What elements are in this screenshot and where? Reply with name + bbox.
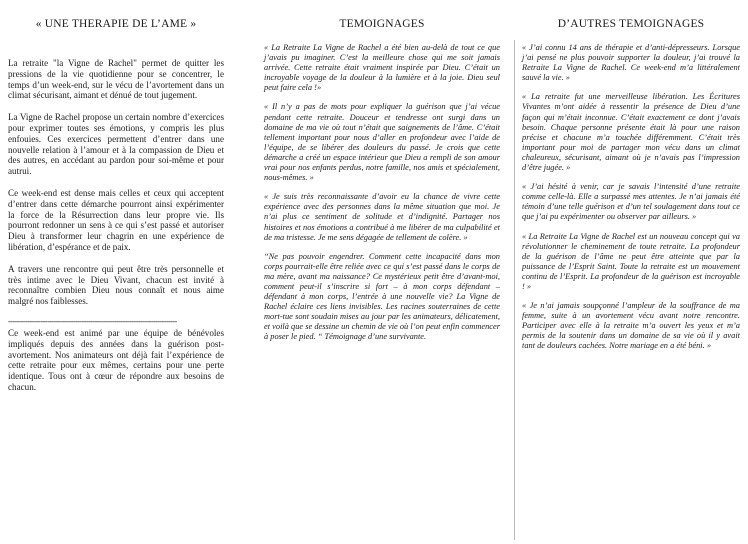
column-temoignages	[264, 0, 500, 352]
testimonial: « Je n’ai jamais soupçonné l’ampleur de la souffrance de ma femme, suite à un avortement vécu avant notre rencontre. Participer avec elle à la retraite m’a ouvert les yeux et m’a permis de la soutenir dans un domaine de sa vie où il y avait tant de douleurs cachées. Notre mariage en a été béni. »	[522, 301, 740, 351]
testimonial: « La Retraite La Vigne de Rachel est un nouveau concept qui va révolutionner le cheminement de toute retraite. La profondeur de la guérison de l’âme ne peut être atteinte que par la puissance de l’Esprit Saint. Toute la retraite est un mouvement continu de l’Esprit. La profondeur de la guérison est incroyable ! »	[522, 231, 740, 291]
testimonial: « Il n’y a pas de mots pour expliquer la guérison que j’ai vécue pendant cette retraite. Douceur et tendresse ont surgi dans un domaine de ma vie où tout n’était que saignements de l’âme. C’était tellement important pour nous d’aller en profondeur avec l’aide de l’équipe, de se libérer des douleurs du passé. Je crois que cette démarche a créé un espace intérieur que Dieu a rempli de son amour vrai pour nos enfants perdus, notre famille, nos amis et spécialement, nous-mêmes. »	[264, 102, 500, 183]
exercises-paragraph: La Vigne de Rachel propose un certain nombre d’exercices pour exprimer toutes ses émotions, y compris les plus enfouies. Ces exercices permettent d’entrer dans une nouvelle relation à l’amour et à la compassion de Dieu et des autres, en accédant au pardon pour soi-même et pour autrui.	[8, 112, 224, 177]
testimonial: “Ne pas pouvoir engendrer. Comment cette incapacité dans mon corps pourrait-elle être reliée avec ce qui s’est passé dans le corps de ma mère, avant ma naissance? Ce mystérieux petit être d’avant-moi, comment peut-il s’inscrire si fort – à mon corps défendant – défendant à mon corps, l’entrée à une nouvelle vie? La Vigne de Rachel éclaire ces liens invisibles. Les racines souterraines de cette mort-tue sont soudain mises au jour par les animateurs, délicatement, et voilà que se dessine un chemin de vie où l’on peut enfin commencer à poser le pied. “ Témoignage d’une survivante.	[264, 251, 500, 342]
column-therapie	[8, 0, 224, 404]
weekend-paragraph: Ce week-end est dense mais celles et ceux qui acceptent d’entrer dans cette démarche pourront ainsi expérimenter la force de la Résurrection dans leur propre vie. Ils pourront redonner un sens à ce qui s’est passé et autoriser Dieu à transformer leur chagrin en une expérience de libération, d’espérance et de paix.	[8, 187, 224, 252]
column-separator-line	[514, 40, 515, 540]
testimonial: « La retraite fut une merveilleuse libération. Les Écritures Vivantes m’ont aidée à ressentir la présence de Dieu d’une façon qui m’était inconnue. C’était exactement ce dont j’avais besoin. Chaque personne présente était là pour une raison précise et chacune m’a touchée différemment. C’était très important pour moi de partager mon vécu dans un climat chaleureux, sécurisant, aimant où je n’avais pas l’impression d’être jugée. »	[522, 92, 740, 173]
testimonial: « J’ai connu 14 ans de thérapie et d’anti-dépresseurs. Lorsque j’ai pensé ne plus pouvoir supporter la douleur, j’ai trouvé la Retraite La Vigne de Rachel. Ce week-end m’a littéralement sauvé la vie. »	[522, 43, 740, 83]
encounter-paragraph: A travers une rencontre qui peut être très personnelle et très intime avec le Dieu Vivant, chacun est invité à reconnaître combien Dieu nous connaît et nous aime malgré nos faiblesses.	[8, 263, 224, 307]
column-heading: D’AUTRES TEMOIGNAGES	[557, 18, 705, 30]
column-autres-temoignages	[522, 0, 740, 361]
column-heading: « UNE THERAPIE DE L’AME »	[35, 18, 197, 30]
team-paragraph: Ce week-end est animé par une équipe de bénévoles impliqués depuis des années dans la guérison post-avortement. Nos animateurs ont déjà fait l’expérience de cette retraite pour eux mêmes, certains pour une perte identique. Tous ont à cœur de répondre aux besoins de chacun.	[8, 327, 224, 392]
column-heading: TEMOIGNAGES	[339, 18, 425, 30]
dashed-divider: ------------------------------------------------------------------------------	[8, 317, 177, 326]
testimonial: « J’ai hésité à venir, car je savais l’intensité d’une retraite comme celle-là. Elle a surpassé mes attentes. Je n’ai jamais été témoin d’une telle guérison et d’un tel soulagement dans tout ce que j’ai pu expérimenter ou observer par ailleurs. »	[522, 182, 740, 222]
testimonial: « La Retraite La Vigne de Rachel a été bien au-delà de tout ce que j’avais pu imaginer. C’est la meilleure chose qui me soit jamais arrivée. Cette retraite était vraiment inspirée par Dieu. C’était un incroyable voyage de la douleur à la lumière et à la joie. Dieu seul peut faire cela !»	[264, 43, 500, 93]
testimonial: « Je suis très reconnaissante d’avoir eu la chance de vivre cette expérience avec des personnes dans la même situation que moi. Je n’ai plus ce sentiment de solitude et d’indignité. Partager nos histoires et nos émotions a contribué à me libérer de ma culpabilité et de ma tristesse. Je me sens dégagée de tellement de colère. »	[264, 192, 500, 242]
intro-paragraph: La retraite "la Vigne de Rachel" permet de quitter les pressions de la vie quotidienne pour se concentrer, le temps d’un week-end, sur le vécu de l’avortement dans un climat sécurisant, aimant et dénué de tout jugement.	[8, 58, 224, 101]
